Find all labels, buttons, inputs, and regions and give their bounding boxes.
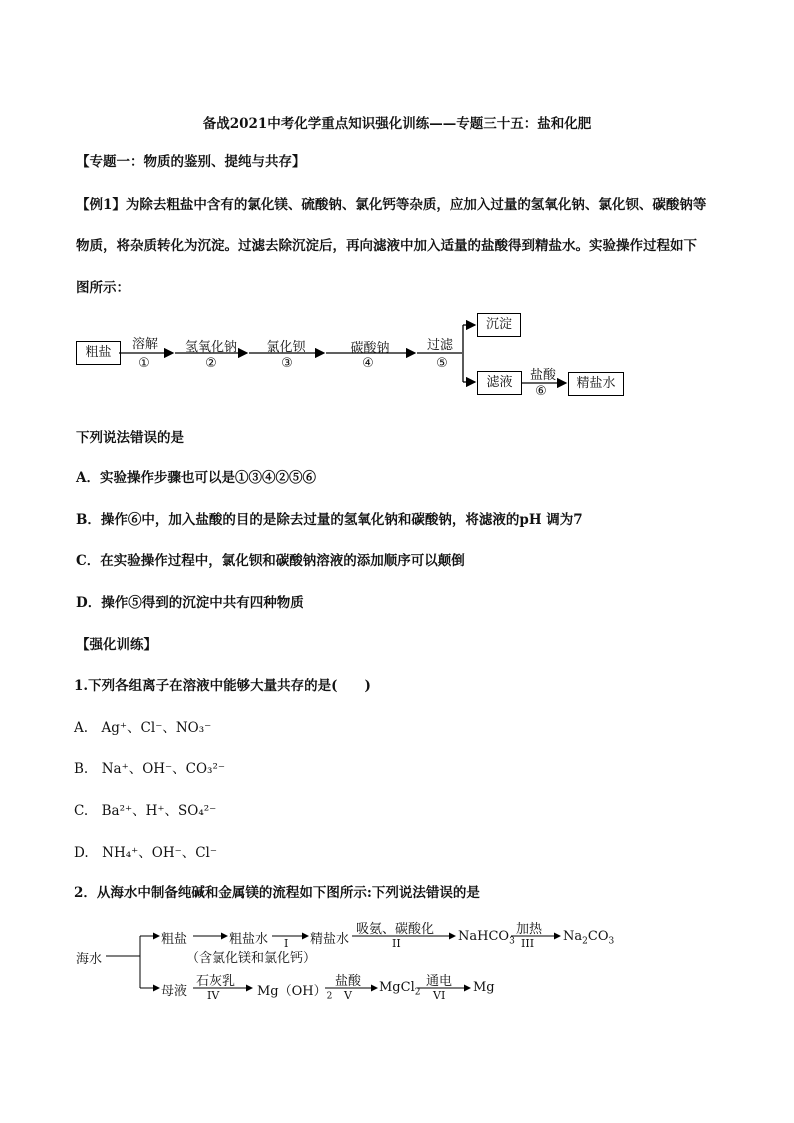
- fine-brine-box: 精盐水: [568, 372, 624, 396]
- na2co3-subscript-b: 3: [608, 936, 615, 947]
- ammonia-carbonation-label: 吸氨、碳酸化: [356, 922, 435, 937]
- step6-label: 盐酸: [529, 368, 556, 383]
- fine-brine-label: 精盐水: [310, 932, 350, 947]
- crude-salt-box: 粗盐: [76, 341, 121, 365]
- lime-milk-label: 石灰乳: [196, 974, 236, 989]
- option-a: A．实验操作步骤也可以是①③④②⑤⑥: [76, 470, 316, 486]
- heating-label: 加热: [516, 922, 543, 937]
- step-roman-2: II: [392, 937, 401, 950]
- na2co3-text-a: Na: [563, 929, 583, 944]
- step3-label: 氯化钡: [266, 340, 306, 355]
- page-title: 备战2021中考化学重点知识强化训练——专题三十五：盐和化肥: [202, 116, 592, 132]
- step6-number: ⑥: [535, 384, 547, 399]
- training-heading: 【强化训练】: [76, 637, 157, 653]
- question-stem: 下列说法错误的是: [76, 430, 184, 446]
- question-1-option-b: B. Na⁺、OH⁻、CO₃²⁻: [74, 761, 226, 777]
- hydrochloric-acid-label: 盐酸: [335, 974, 362, 989]
- example-text-line3: 图所示：: [76, 280, 130, 296]
- mgcl2-text: MgCl: [379, 980, 415, 995]
- filtrate-box: 滤液: [477, 371, 522, 395]
- question-1-option-c: C. Ba²⁺、H⁺、SO₄²⁻: [74, 803, 217, 819]
- step5-label: 过滤: [426, 338, 453, 353]
- nahco3-text: NaHCO: [458, 929, 510, 944]
- crude-brine-label: 粗盐水: [229, 932, 269, 947]
- question-1-option-d: D. NH₄⁺、OH⁻、Cl⁻: [74, 845, 217, 861]
- nahco3-label: [458, 929, 515, 947]
- impurity-note: （含氯化镁和氯化钙）: [186, 951, 317, 966]
- electrolysis-label: 通电: [426, 974, 453, 989]
- question-1-option-a: A. Ag⁺、Cl⁻、NO₃⁻: [74, 720, 212, 736]
- option-d: D．操作⑤得到的沉淀中共有四种物质: [76, 595, 304, 611]
- precipitate-box: 沉淀: [477, 313, 521, 337]
- step1-label: 溶解: [131, 337, 158, 352]
- step1-number: ①: [138, 356, 150, 371]
- example-text-line2: 物质，将杂质转化为沉淀。过滤去除沉淀后，再向滤液中加入适量的盐酸得到精盐水。实验操作过程如下: [76, 238, 697, 254]
- step2-number: ②: [205, 356, 217, 371]
- step3-number: ③: [281, 356, 293, 371]
- crude-salt-label: 粗盐: [161, 932, 188, 947]
- magnesium-label: Mg: [473, 980, 495, 995]
- mgcl2-label: [379, 980, 420, 998]
- step-roman-5: V: [344, 989, 352, 1002]
- section-heading: 【专题一：物质的鉴别、提纯与共存】: [76, 154, 306, 170]
- mgoh2-label: [257, 980, 332, 1002]
- step-roman-1: I: [284, 937, 289, 950]
- nahco3-subscript: 3: [509, 936, 515, 947]
- step-roman-6: VI: [433, 989, 446, 1002]
- example-text-line1: 【例1】为除去粗盐中含有的氯化镁、硫酸钠、氯化钙等杂质，应加入过量的氢氧化钠、氯化钡、碳酸钠等: [76, 197, 707, 213]
- step-roman-3: III: [521, 937, 535, 950]
- step2-label: 氢氧化钠: [184, 340, 237, 355]
- mgcl2-subscript: 2: [414, 987, 421, 998]
- na2co3-text-b: CO: [587, 929, 609, 944]
- na2co3-subscript-a: 2: [582, 936, 588, 947]
- question-2: 2．从海水中制备纯碱和金属镁的流程如下图所示:下列说法错误的是: [74, 885, 480, 901]
- mgoh2-subscript: 2: [326, 991, 333, 1002]
- question-1: 1.下列各组离子在溶液中能够大量共存的是( ): [74, 678, 371, 694]
- step4-number: ④: [362, 356, 374, 371]
- option-b: B．操作⑥中，加入盐酸的目的是除去过量的氢氧化钠和碳酸钠，将滤液的pH 调为7: [76, 512, 583, 528]
- step-roman-4: IV: [207, 989, 220, 1002]
- seawater-label: 海水: [76, 952, 103, 967]
- option-c: C．在实验操作过程中，氯化钡和碳酸钠溶液的添加顺序可以颠倒: [76, 553, 465, 569]
- step4-label: 碳酸钠: [350, 341, 390, 356]
- mother-liquor-label: 母液: [161, 984, 188, 999]
- step5-number: ⑤: [436, 356, 448, 371]
- mgoh2-text: Mg（OH）: [257, 984, 327, 999]
- na2co3-label: [563, 929, 614, 947]
